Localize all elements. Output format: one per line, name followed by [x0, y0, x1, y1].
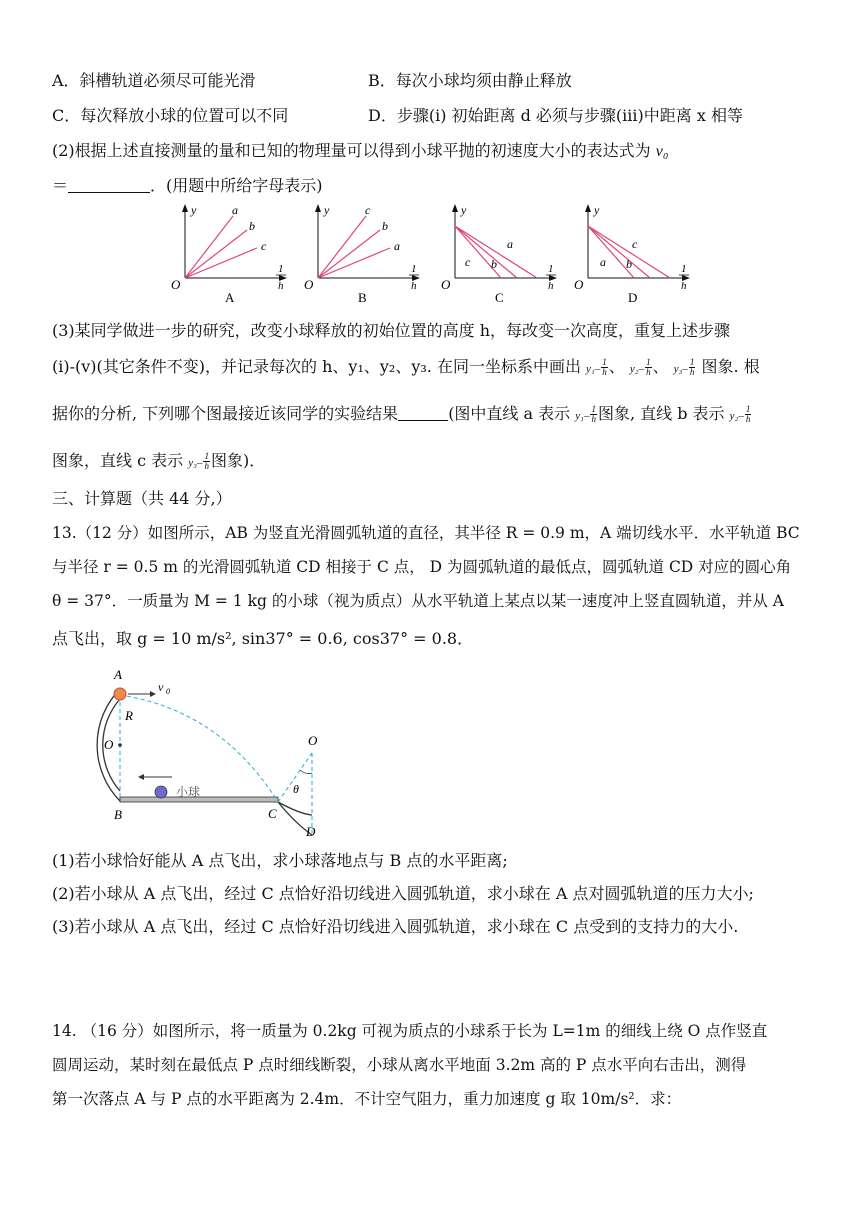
axis-x-num: 1	[681, 263, 687, 275]
graph-caption-b: B	[358, 290, 367, 305]
label-d: D	[306, 824, 316, 839]
q2-line1: (2)根据上述直接测量的量和已知的物理量可以得到小球平抛的初速度大小的表达式为 v₀	[52, 141, 669, 160]
axis-x-den: h	[278, 280, 284, 292]
graph-caption-a: A	[225, 290, 235, 305]
option-b: B．每次小球均须由静止释放	[368, 71, 572, 90]
ball-at-a	[114, 688, 126, 700]
q13-sub2: (2)若小球从 A 点飞出，经过 C 点恰好沿切线进入圆弧轨道，求小球在 A 点对圆弧轨道的压力大小;	[52, 884, 754, 903]
graph-caption-c: C	[495, 290, 504, 305]
axis-x-num: 1	[278, 263, 284, 275]
graph-options	[0, 198, 860, 308]
svg-text:0: 0	[166, 687, 170, 696]
label-o: O	[104, 737, 114, 752]
option-a: A．斜槽轨道必须尽可能光滑	[52, 71, 256, 90]
line-label-b: b	[491, 257, 497, 271]
q13-sub1: (1)若小球恰好能从 A 点飞出，求小球落地点与 B 点的水平距离;	[52, 851, 508, 870]
answer-blank	[68, 178, 150, 193]
figure-13	[50, 665, 350, 845]
line-label-b: b	[382, 219, 388, 233]
y2-vs-inv-h: y₂– $\frac{1}{h}$	[629, 357, 651, 377]
axis-y-label: y	[324, 203, 330, 217]
q14-line3: 第一次落点 A 与 P 点的水平距离为 2.4m．不计空气阻力，重力加速度 g 取 10m/s²．求：	[52, 1090, 682, 1108]
line-label-c: c	[465, 255, 471, 269]
line-a	[588, 226, 650, 278]
line-label-a: a	[507, 237, 513, 251]
line-label-a: a	[232, 203, 238, 217]
line-label-b: b	[249, 219, 255, 233]
label-r: R	[125, 708, 133, 723]
graph-caption-d: D	[628, 290, 638, 305]
line-label-c: c	[632, 237, 638, 251]
axis-y-label: y	[191, 203, 197, 217]
q13-line3: θ = 37°．一质量为 M = 1 kg 的小球（视为质点）从水平轨道上某点以某一速度冲上竖直圆轨道，并从 A	[52, 592, 784, 610]
line-label-b: b	[626, 257, 632, 271]
line-c	[455, 226, 517, 278]
axis-x-num: 1	[411, 263, 417, 275]
q13-line4: 点飞出，取 g = 10 m/s², sin37° = 0.6, cos37° = 0.8．	[52, 629, 474, 648]
label-v0: v	[158, 680, 164, 694]
origin-label: O	[574, 277, 584, 292]
line-c	[185, 248, 257, 278]
axis-x-num: 1	[548, 263, 554, 275]
q13-line1: 13.（12 分）如图所示，AB 为竖直光滑圆弧轨道的直径，其半径 R = 0.9 m，A 端切线水平．水平轨道 BC	[52, 524, 800, 542]
axis-y-label: y	[461, 203, 467, 217]
q3-line2: (ⅰ)-(ⅴ)(其它条件不变)，并记录每次的 h、y₁、y₂、y₃. 在同一坐标系中画出 y₁– $\frac{1}{h}$ 、 y₂– $\frac{1}{h}$ 、 y₃– $\frac{1}{h}$ 图象. 根	[52, 357, 760, 377]
answer-blank-3	[398, 406, 448, 421]
label-b: B	[114, 807, 122, 822]
origin-label: O	[441, 277, 451, 292]
q3-line4: 图象，直线 c 表示 y₃– $\frac{1}{h}$ 图象)．	[52, 451, 266, 471]
label-theta: θ	[293, 782, 299, 796]
label-ball: 小球	[176, 785, 201, 799]
line-a	[318, 248, 390, 278]
line-label-c: c	[365, 203, 371, 217]
axis-x-den: h	[681, 280, 687, 292]
q3-line3: 据你的分析, 下列哪个图最接近该同学的实验结果 (图中直线 a 表示 y₁– $\frac{1}{h}$ 图象, 直线 b 表示 y₂– $\frac{1}{h}$	[52, 404, 751, 424]
q2-line2: ＝ ．(用题中所给字母表示)	[52, 176, 323, 195]
y1-vs-inv-h: y₁– $\frac{1}{h}$	[586, 357, 607, 377]
q14-line2: 圆周运动，某时刻在最低点 P 点时细线断裂，小球从离水平地面 3.2m 高的 P 点水平向右击出，测得	[52, 1056, 747, 1074]
label-a: A	[114, 667, 122, 682]
line-label-c: c	[261, 239, 267, 253]
line-label-a: a	[600, 255, 606, 269]
line-label-a: a	[394, 239, 400, 253]
axis-x-den: h	[548, 280, 554, 292]
q14-line1: 14. （16 分）如图所示，将一质量为 0.2kg 可视为质点的小球系于长为 L=1m 的细线上绕 O 点作竖直	[52, 1022, 768, 1040]
option-d: D．步骤(ⅰ) 初始距离 d 必须与步骤(ⅲ)中距离 x 相等	[368, 106, 743, 125]
axis-y-label: y	[594, 203, 600, 217]
q13-sub3: (3)若小球从 A 点飞出，经过 C 点恰好沿切线进入圆弧轨道，求小球在 C 点受到的支持力的大小.	[52, 917, 739, 936]
ball-on-rail	[155, 786, 167, 798]
label-c: C	[268, 806, 277, 821]
option-c: C．每次释放小球的位置可以不同	[52, 106, 289, 125]
label-o2: O	[308, 733, 318, 748]
y3-vs-inv-h: y₃– $\frac{1}{h}$	[673, 357, 695, 377]
origin-label: O	[171, 277, 181, 292]
axis-x-den: h	[411, 280, 417, 292]
q3-line1: (3)某同学做进一步的研究，改变小球释放的初始位置的高度 h，每改变一次高度，重复上述步骤	[52, 321, 731, 340]
origin-label: O	[304, 277, 314, 292]
section-title: 三、计算题（共 44 分,）	[52, 489, 232, 508]
q13-line2: 与半径 r = 0.5 m 的光滑圆弧轨道 CD 相接于 C 点， D 为圆弧轨道的最低点，圆弧轨道 CD 对应的圆心角	[52, 558, 792, 576]
